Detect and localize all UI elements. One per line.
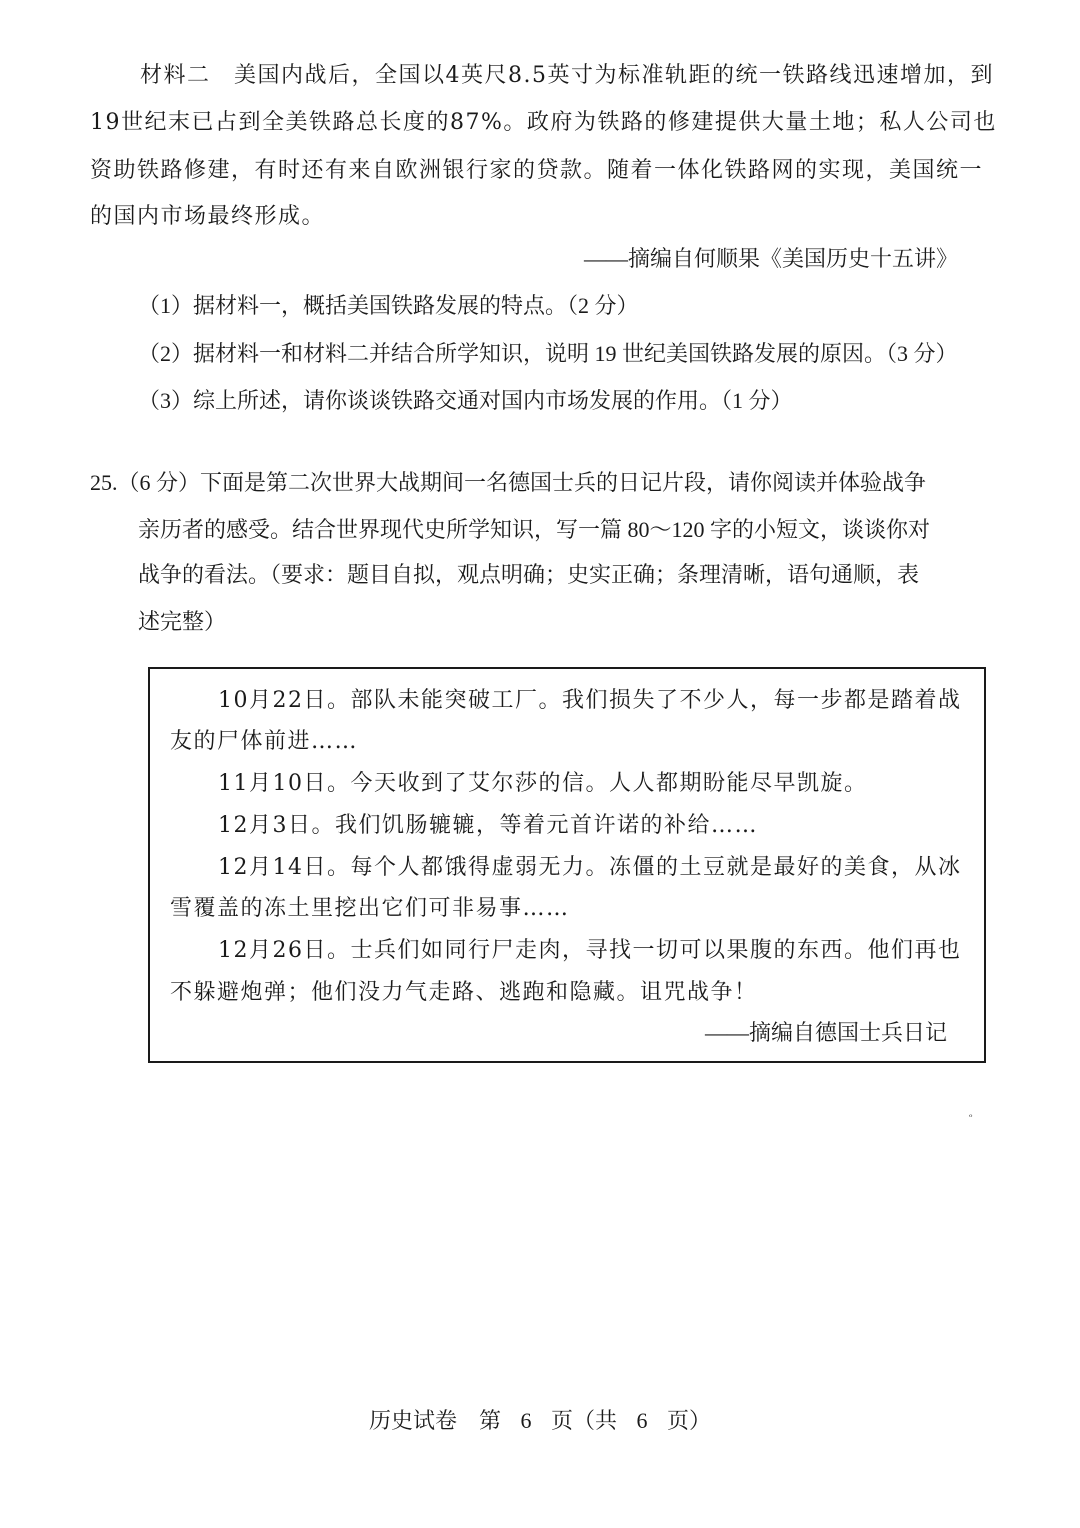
diary-entry-line: 10月22日。部队未能突破工厂。我们损失了不少人，每一步都是踏着战 [218,688,962,713]
sub-question-2: （2）据材料一和材料二并结合所学知识，说明 19 世纪美国铁路发展的原因。（3 分） [138,341,958,366]
diary-entry-line: 友的尸体前进…… [170,729,359,754]
scan-mark: ₒ [969,1110,973,1120]
diary-entry-line: 12月3日。我们饥肠辘辘，等着元首许诺的补给…… [218,813,758,838]
sub-question-3: （3）综上所述，请你谈谈铁路交通对国内市场发展的作用。（1 分） [138,388,793,413]
material-two-line: 19世纪末已占到全美铁路总长度的87%。政府为铁路的修建提供大量土地；私人公司也 [90,110,997,135]
material-two-line: 材料二 美国内战后，全国以4英尺8.5英寸为标准轨距的统一铁路线迅速增加，到 [140,63,994,88]
material-two-source: ——摘编自何顺果《美国历史十五讲》 [584,246,959,271]
diary-entry-line: 12月14日。每个人都饿得虚弱无力。冻僵的土豆就是最好的美食，从冰 [218,855,962,880]
sub-question-1: （1）据材料一，概括美国铁路发展的特点。（2 分） [138,293,639,318]
diary-entry-line: 雪覆盖的冻土里挖出它们可非易事…… [170,896,570,921]
question-25-line: 述完整） [138,609,227,634]
diary-entry-line: 不躲避炮弹；他们没力气走路、逃跑和隐藏。诅咒战争！ [170,980,758,1005]
question-25-line: 战争的看法。（要求：题目自拟，观点明确；史实正确；条理清晰，语句通顺，表 [138,562,920,587]
material-two-line: 资助铁路修建，有时还有来自欧洲银行家的贷款。随着一体化铁路网的实现，美国统一 [90,158,984,183]
diary-entry-line: 12月26日。士兵们如同行尸走肉，寻找一切可以果腹的东西。他们再也 [218,938,962,963]
diary-source: ——摘编自德国士兵日记 [705,1020,948,1045]
question-25-line: 25.（6 分）下面是第二次世界大战期间一名德国士兵的日记片段，请你阅读并体验战争 [90,470,927,495]
page-footer: 历史试卷 第 6 页（共 6 页） [368,1408,711,1433]
diary-entry-line: 11月10日。今天收到了艾尔莎的信。人人都期盼能尽早凯旋。 [218,771,868,796]
question-25-line: 亲历者的感受。结合世界现代史所学知识，写一篇 80～120 字的小短文，谈谈你对 [138,517,931,542]
material-two-line: 的国内市场最终形成。 [90,204,326,229]
